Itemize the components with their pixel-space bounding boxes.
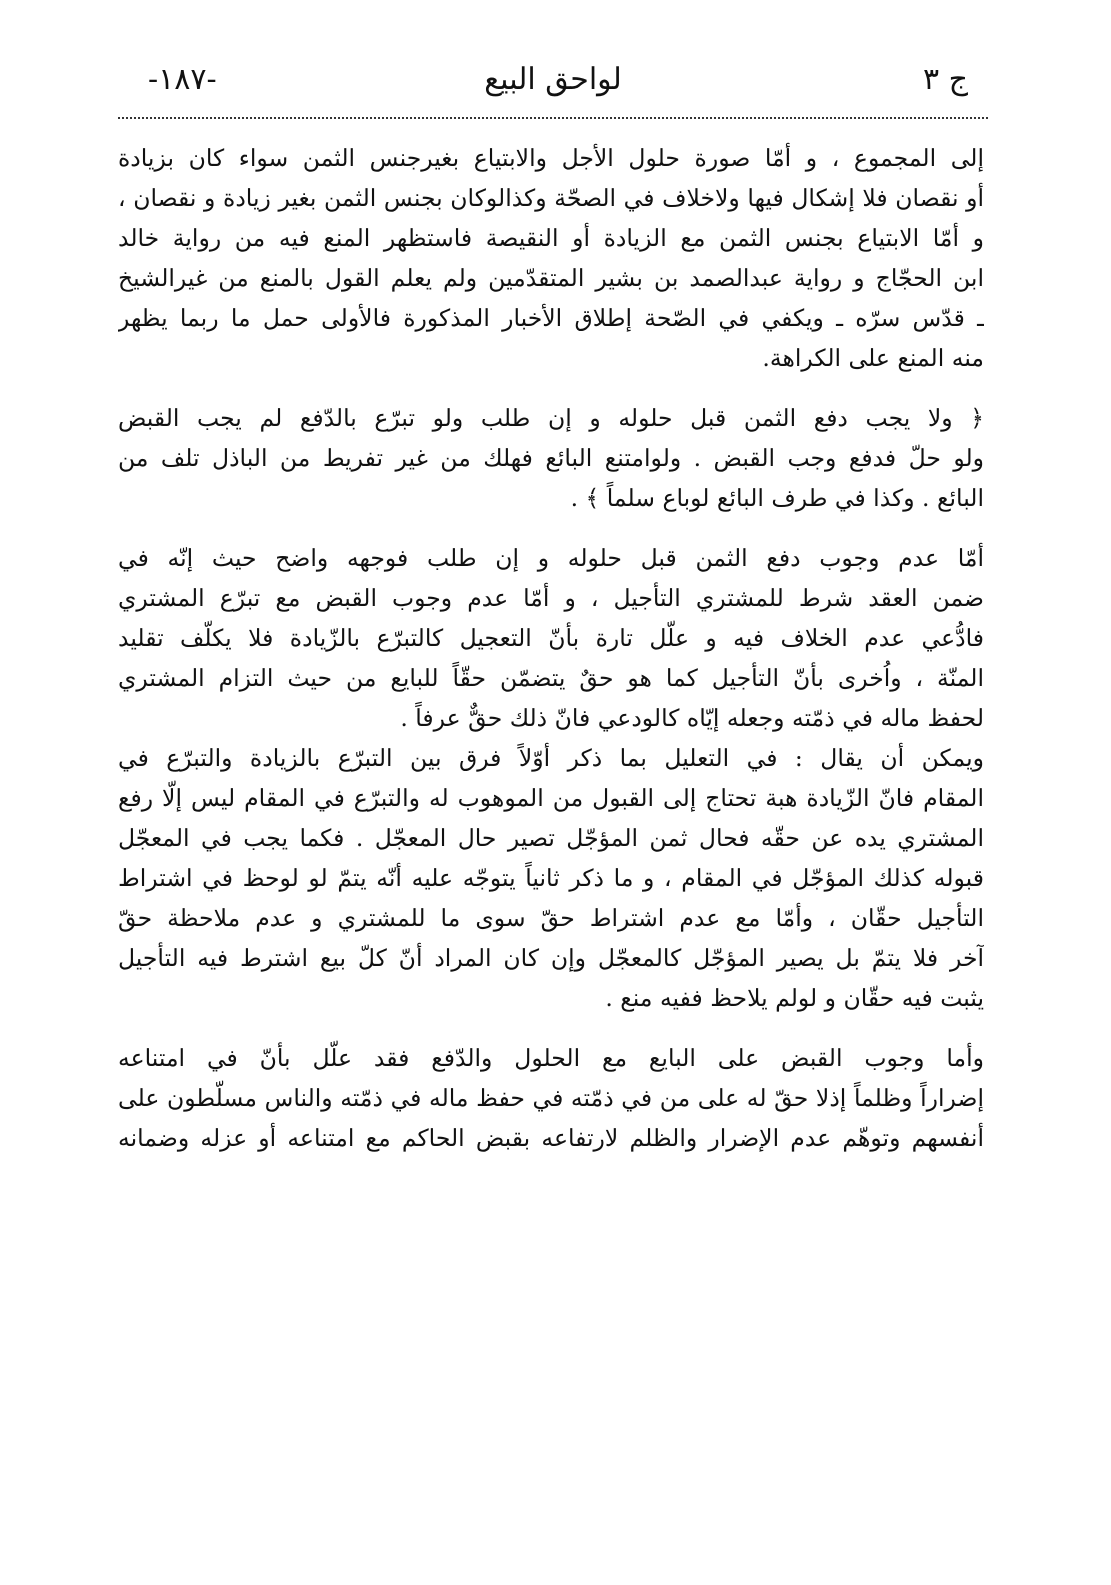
paragraph [118,1038,984,1158]
text-line: يثبت فيه حقّان و لولم يلاحظ ففيه منع . [605,984,984,1012]
text-line: ﴿ ولا يجب دفع الثمن قبل حلوله و إن طلب ولو تبرّع بالدّفع لم يجب القبض [118,404,984,432]
paragraph [118,138,984,378]
text-line: وأما وجوب القبض على البايع مع الحلول والدّفع فقد علّل بأنّ في امتناعه [118,1044,984,1072]
body-text [118,138,984,1158]
text-line: قبوله كذلك المؤجّل في المقام ، و ما ذكر ثانياً يتوجّه عليه أنّه يتمّ لو لوحظ في اشتراط [118,864,984,892]
text-line: المشتري يده عن حقّه فحال ثمن المؤجّل تصير حال المعجّل . فكما يجب في المعجّل [118,824,984,852]
text-line: التأجيل حقّان ، وأمّا مع عدم اشتراط حقّ سوى ما للمشتري و عدم ملاحظة حقّ [118,904,984,932]
text-line: منه المنع على الكراهة. [762,344,984,372]
text-line: ابن الحجّاج و رواية عبدالصمد بن بشير المتقدّمين ولم يعلم القول بالمنع من غيرالشيخ [118,264,984,292]
text-line: المقام فانّ الزّيادة هبة تحتاج إلى القبول من الموهوب له والتبرّع في المقام ليس إلّا رفع [118,784,984,812]
text-line: أو نقصان فلا إشكال فيها ولاخلاف في الصحّة وكذالوكان بجنس الثمن بغير زيادة و نقصان ، [118,184,984,212]
text-line: أمّا عدم وجوب دفع الثمن قبل حلوله و إن طلب فوجهه واضح حيث إنّه في [118,544,984,572]
text-line: ـ قدّس سرّه ـ ويكفي في الصّحة إطلاق الأخبار المذكورة فالأولى حمل ما ربما يظهر [118,304,984,332]
text-line: ولو حلّ فدفع وجب القبض . ولوامتنع البائع فهلك من غير تفريط من الباذل تلف من [118,444,984,472]
running-title: لواحق البيع [484,62,622,97]
text-line: إلى المجموع ، و أمّا صورة حلول الأجل والابتياع بغيرجنس الثمن سواء كان بزيادة [118,144,984,172]
page-number: -١٨٧- [148,62,217,97]
text-line: و أمّا الابتياع بجنس الثمن مع الزيادة أو النقيصة فاستظهر المنع فيه من رواية خالد [118,224,984,252]
volume-label: ج ٣ [922,62,968,97]
paragraph [118,538,984,738]
text-line: أنفسهم وتوهّم عدم الإضرار والظلم لارتفاعه بقبض الحاكم مع امتناعه أو عزله وضمانه [118,1124,984,1152]
text-line: ويمكن أن يقال : في التعليل بما ذكر أوّلاً فرق بين التبرّع بالزيادة والتبرّع في [118,744,984,772]
header-dotted-rule [118,117,988,119]
running-header [118,58,988,104]
text-line: إضراراً وظلماً إذلا حقّ له على من في ذمّته في حفظ ماله في ذمّته والناس مسلّطون على [118,1084,984,1112]
text-line: فادُّعي عدم الخلاف فيه و علّل تارة بأنّ التعجيل كالتبرّع بالزّيادة فلا يكلّف تقليد [118,624,984,652]
paragraph [118,738,984,1018]
text-line: لحفظ ماله في ذمّته وجعله إيّاه كالودعي فانّ ذلك حقٌّ عرفاً . [400,704,984,732]
text-line: ضمن العقد شرط للمشتري التأجيل ، و أمّا عدم وجوب القبض مع تبرّع المشتري [118,584,984,612]
text-line: المنّة ، واُخرى بأنّ التأجيل كما هو حقٌ يتضمّن حقّاً للبايع من حيث التزام المشتري [118,664,984,692]
text-line: آخر فلا يتمّ بل يصير المؤجّل كالمعجّل وإن كان المراد أنّ كلّ بيع اشترط فيه التأجيل [118,944,984,972]
text-line: البائع . وكذا في طرف البائع لوباع سلماً ﴾ . [570,484,984,512]
paragraph-quoted-text [118,398,984,518]
